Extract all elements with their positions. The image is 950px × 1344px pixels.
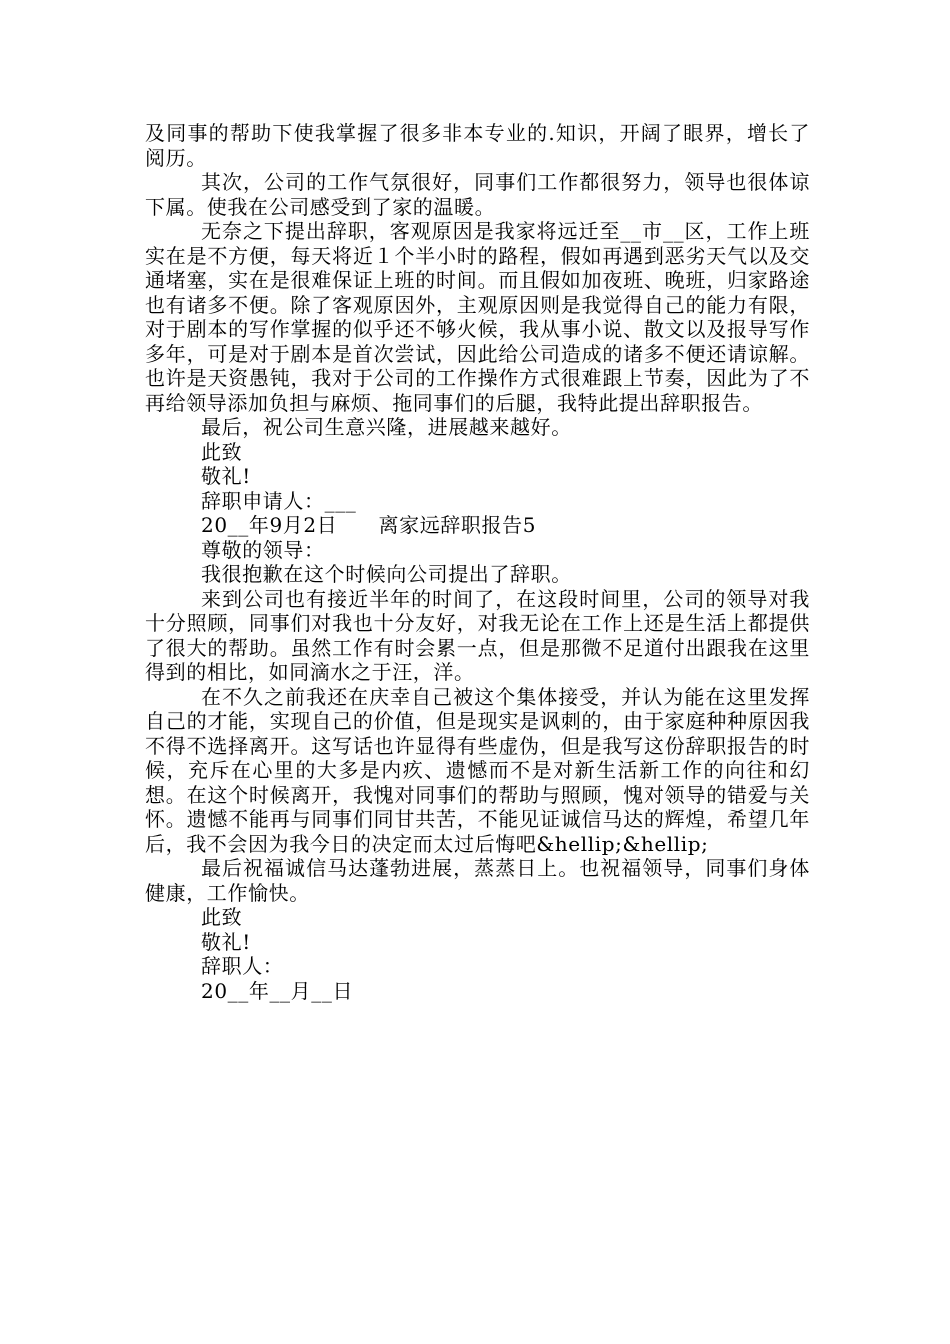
paragraph-continuation: 及同事的帮助下使我掌握了很多非本专业的.知识，开阔了眼界，增长了阅历。 [145, 121, 810, 170]
date-and-next-title: 20__年9月2日 离家远辞职报告5 [201, 513, 537, 537]
paragraph-final-wishes: 最后祝福诚信马达蓬勃进展，蒸蒸日上。也祝福领导，同事们身体健康，工作愉快。 [145, 856, 810, 905]
paragraph-work-atmosphere: 其次，公司的工作气氛很好，同事们工作都很努力，领导也很体谅下属。使我在公司感受到了家的温暖。 [145, 170, 810, 219]
document-body [145, 121, 810, 1003]
date-blank: 20__年__月__日 [201, 978, 354, 1003]
greeting-leader: 尊敬的领导： [201, 537, 325, 562]
salutation-cizhi: 此致 [201, 439, 243, 464]
applicant-signature: 辞职申请人：___ [201, 488, 357, 513]
paragraph-resignation-reasons: 无奈之下提出辞职，客观原因是我家将远迁至__市__区，工作上班实在是不方便，每天将近１个半小时的路程，假如再遇到恶劣天气以及交通堵塞，实在是很难保证上班的时间。而且假如加夜班、晚班，归家路途也有诸多不便。除了客观原因外，主观原因则是我觉得自己的能力有限，对于剧本的写作掌握的似乎还不够火候，我从事小说、散文以及报导写作多年，可是对于剧本是首次尝试，因此给公司造成的诸多不便还请谅解。也许是天资愚钝，我对于公司的工作操作方式很难跟上节奏，因此为了不再给领导添加负担与麻烦、拖同事们的后腿，我特此提出辞职报告。 [145, 219, 810, 415]
salutation-cizhi-2: 此致 [201, 905, 243, 929]
salutation-jingli: 敬礼! [201, 464, 251, 488]
apology-line: 我很抱歉在这个时候向公司提出了辞职。 [201, 562, 572, 586]
closing-wishes: 最后，祝公司生意兴隆，进展越来越好。 [201, 415, 572, 439]
paragraph-regret: 在不久之前我还在庆幸自己被这个集体接受，并认为能在这里发挥自己的才能，实现自己的价值，但是现实是讽刺的，由于家庭种种原因我不得不选择离开。这写话也许显得有些虚伪，但是我写这份辞职报告的时候，充斥在心里的大多是内疚、遗憾而不是对新生活新工作的向往和幻想。在这个时候离开，我愧对同事们的帮助与照顾，愧对领导的错爱与关怀。遗憾不能再与同事们同甘共苦，不能见证诚信马达的辉煌，希望几年后，我不会因为我今日的决定而太过后悔吧&hellip;&hellip; [145, 684, 810, 856]
salutation-jingli-2: 敬礼! [201, 929, 251, 954]
resigner-signature: 辞职人： [201, 954, 284, 978]
paragraph-half-year: 来到公司也有接近半年的时间了，在这段时间里，公司的领导对我十分照顾，同事们对我也十分友好，对我无论在工作上还是生活上都提供了很大的帮助。虽然工作有时会累一点，但是那微不足道付出跟我在这里得到的相比，如同滴水之于汪，洋。 [145, 586, 810, 684]
